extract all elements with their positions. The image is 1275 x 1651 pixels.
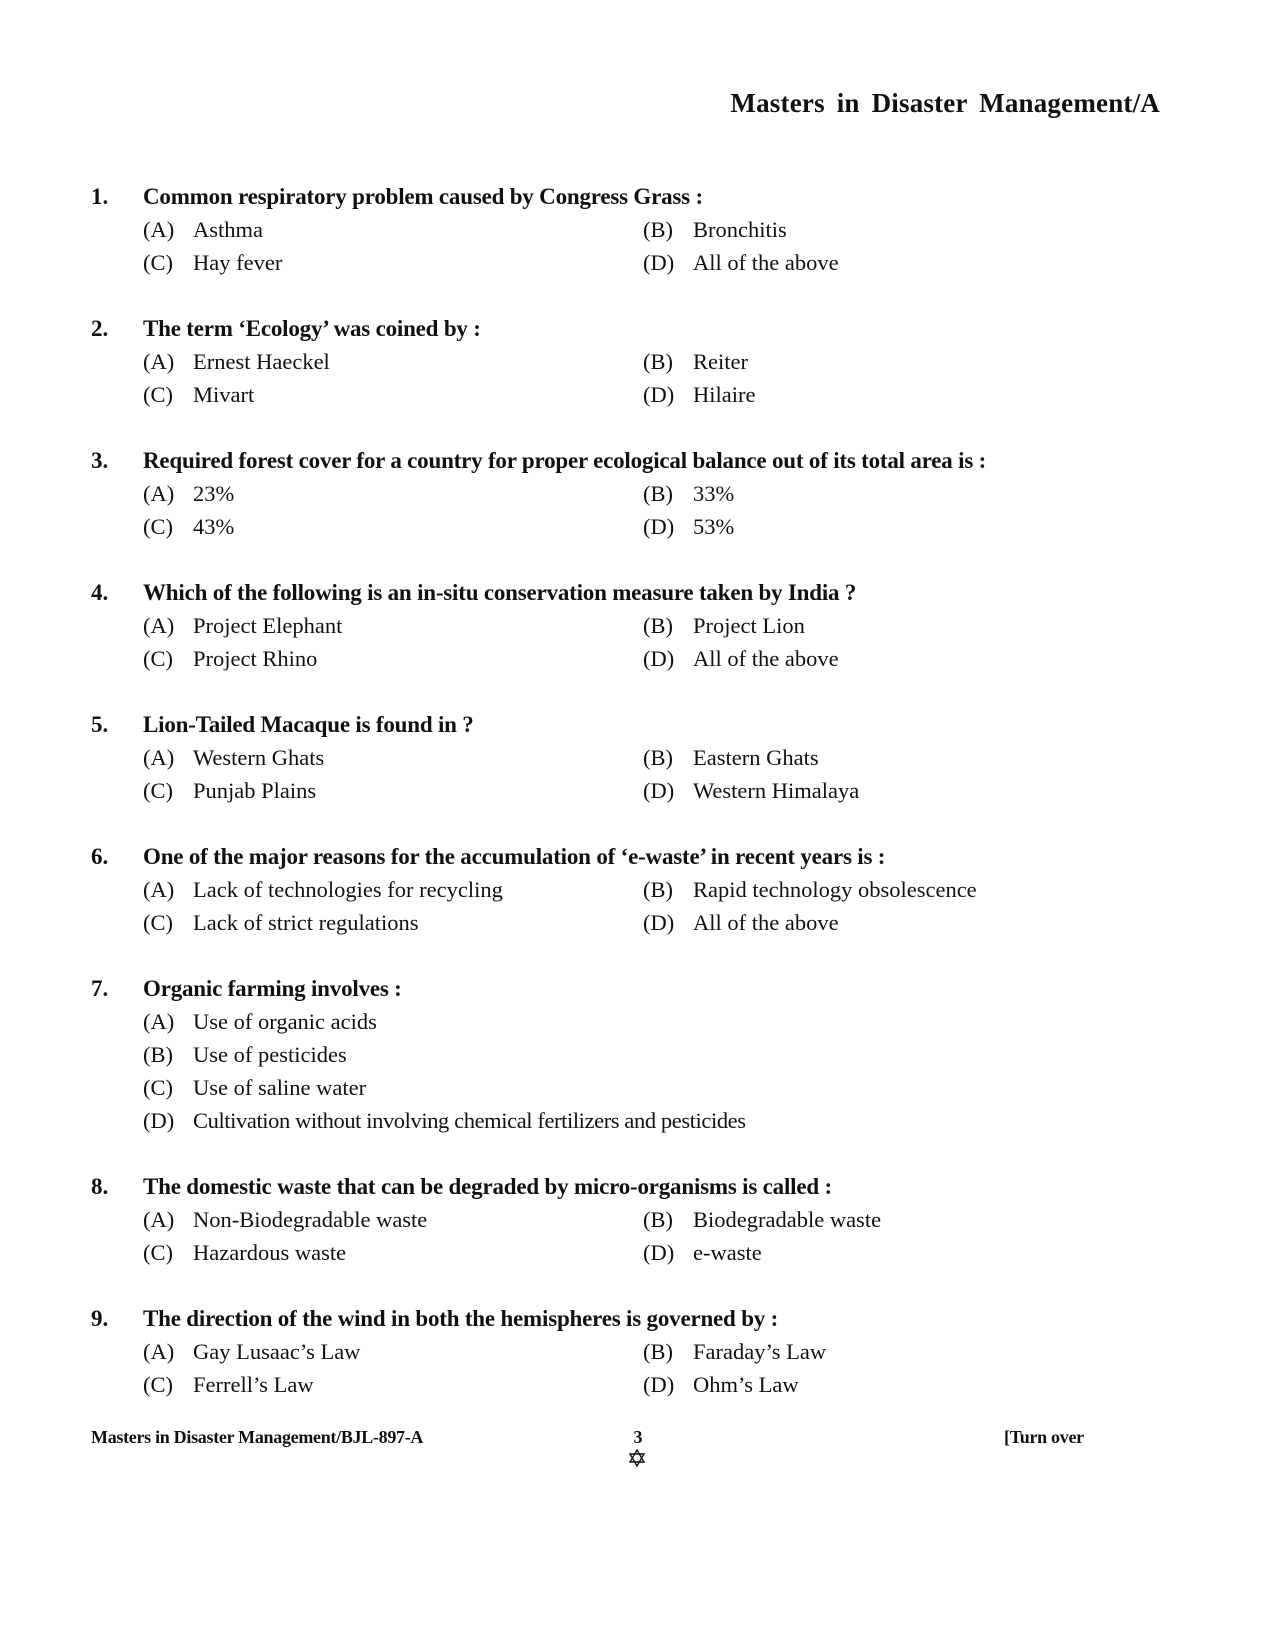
- option-b: [643, 1207, 881, 1233]
- option-letter: (B): [643, 349, 673, 374]
- option-b: [643, 745, 819, 771]
- option-d: [643, 646, 839, 672]
- option-text: Punjab Plains: [193, 778, 317, 803]
- question-text: Which of the following is an in-situ conservation measure taken by India ?: [143, 580, 857, 605]
- option-text: Use of organic acids: [193, 1009, 377, 1034]
- option-letter: (D): [643, 1240, 675, 1265]
- option-b: [143, 1042, 347, 1068]
- option-letter: (D): [643, 250, 675, 275]
- option-text: Project Elephant: [193, 613, 343, 638]
- question-text: One of the major reasons for the accumulation of ‘e-waste’ in recent years is :: [143, 844, 886, 869]
- option-text: Mivart: [193, 382, 255, 407]
- question-text: Required forest cover for a country for proper ecological balance out of its total area is :: [143, 448, 987, 473]
- option-c: [143, 778, 316, 804]
- question-text: The domestic waste that can be degraded by micro-organisms is called :: [143, 1174, 832, 1199]
- option-c: [143, 514, 234, 540]
- option-text: Non-Biodegradable waste: [193, 1207, 428, 1232]
- option-text: Lack of technologies for recycling: [193, 877, 503, 902]
- option-text: Cultivation without involving chemical fertilizers and pesticides: [193, 1108, 746, 1133]
- option-a: [143, 613, 342, 639]
- question-number: 1.: [91, 184, 109, 209]
- option-b: [643, 217, 787, 243]
- option-letter: (D): [643, 778, 675, 803]
- page-title: Masters in Disaster Management/A: [730, 88, 1160, 118]
- option-text: Rapid technology obsolescence: [693, 877, 977, 902]
- option-b: [643, 877, 977, 903]
- option-letter: (B): [643, 745, 673, 770]
- option-text: Bronchitis: [693, 217, 787, 242]
- option-b: [643, 349, 748, 375]
- option-letter: (D): [643, 382, 675, 407]
- option-text: Asthma: [193, 217, 263, 242]
- option-letter: (C): [143, 778, 173, 803]
- option-text: Use of saline water: [193, 1075, 367, 1100]
- option-text: Faraday’s Law: [693, 1339, 827, 1364]
- option-d: [643, 1372, 799, 1398]
- option-text: Project Rhino: [193, 646, 318, 671]
- option-text: Hay fever: [193, 250, 283, 275]
- option-letter: (B): [643, 217, 673, 242]
- option-letter: (A): [143, 613, 175, 638]
- option-b: [643, 481, 734, 507]
- option-text: All of the above: [693, 646, 839, 671]
- option-text: Biodegradable waste: [693, 1207, 882, 1232]
- option-letter: (C): [143, 1075, 173, 1100]
- option-a: [143, 217, 263, 243]
- paper-code: Masters in Disaster Management/BJL-897-A: [91, 1427, 424, 1447]
- option-text: 33%: [693, 481, 735, 506]
- option-c: [143, 1075, 366, 1101]
- option-letter: (D): [643, 910, 675, 935]
- option-letter: (C): [143, 646, 173, 671]
- question-number: 6.: [91, 844, 109, 869]
- option-letter: (A): [143, 877, 175, 902]
- option-c: [143, 250, 282, 276]
- option-text: Project Lion: [693, 613, 805, 638]
- option-text: Western Ghats: [193, 745, 325, 770]
- option-text: Gay Lusaac’s Law: [193, 1339, 361, 1364]
- question-text: The direction of the wind in both the hemispheres is governed by :: [143, 1306, 779, 1331]
- option-b: [643, 613, 805, 639]
- option-d: [643, 910, 839, 936]
- option-text: All of the above: [693, 910, 839, 935]
- option-c: [143, 382, 254, 408]
- option-text: Ernest Haeckel: [193, 349, 330, 374]
- option-letter: (C): [143, 250, 173, 275]
- option-d: [643, 1240, 762, 1266]
- option-b: [643, 1339, 826, 1365]
- option-a: [143, 877, 503, 903]
- option-text: Ferrell’s Law: [193, 1372, 314, 1397]
- option-letter: (A): [143, 349, 175, 374]
- option-letter: (B): [643, 1339, 673, 1364]
- option-letter: (D): [643, 1372, 675, 1397]
- turn-over-note: [Turn over: [1004, 1427, 1084, 1447]
- option-a: [143, 1207, 427, 1233]
- question-number: 2.: [91, 316, 109, 341]
- option-text: 53%: [693, 514, 735, 539]
- option-text: e-waste: [693, 1240, 762, 1265]
- question-text: Common respiratory problem caused by Congress Grass :: [143, 184, 703, 209]
- option-letter: (B): [143, 1042, 173, 1067]
- option-letter: (B): [643, 481, 673, 506]
- option-d: [143, 1108, 746, 1134]
- option-a: [143, 349, 330, 375]
- option-text: Use of pesticides: [193, 1042, 347, 1067]
- question-text: Lion-Tailed Macaque is found in ?: [143, 712, 474, 737]
- option-text: Eastern Ghats: [693, 745, 819, 770]
- option-text: Hilaire: [693, 382, 756, 407]
- option-text: 43%: [193, 514, 235, 539]
- option-letter: (C): [143, 1372, 173, 1397]
- question-number: 3.: [91, 448, 109, 473]
- option-letter: (B): [643, 877, 673, 902]
- option-d: [643, 778, 859, 804]
- option-text: Reiter: [693, 349, 748, 374]
- option-d: [643, 514, 734, 540]
- question-number: 7.: [91, 976, 109, 1001]
- option-letter: (D): [643, 514, 675, 539]
- option-c: [143, 1372, 314, 1398]
- option-letter: (A): [143, 217, 175, 242]
- option-letter: (D): [643, 646, 675, 671]
- option-d: [643, 382, 755, 408]
- option-letter: (A): [143, 481, 175, 506]
- question-number: 8.: [91, 1174, 109, 1199]
- option-a: [143, 1339, 360, 1365]
- option-letter: (C): [143, 382, 173, 407]
- option-text: Ohm’s Law: [693, 1372, 799, 1397]
- page-number: 3: [633, 1427, 643, 1447]
- question-number: 9.: [91, 1306, 109, 1331]
- option-letter: (A): [143, 1339, 175, 1364]
- option-letter: (B): [643, 613, 673, 638]
- option-letter: (C): [143, 910, 173, 935]
- option-letter: (C): [143, 1240, 173, 1265]
- option-letter: (A): [143, 745, 175, 770]
- option-letter: (A): [143, 1207, 175, 1232]
- question-number: 4.: [91, 580, 109, 605]
- option-text: Lack of strict regulations: [193, 910, 419, 935]
- option-letter: (A): [143, 1009, 175, 1034]
- option-c: [143, 910, 419, 936]
- option-text: Western Himalaya: [693, 778, 860, 803]
- star-of-david-icon: [625, 1449, 649, 1467]
- option-a: [143, 745, 324, 771]
- option-text: 23%: [193, 481, 235, 506]
- option-a: [143, 1009, 377, 1035]
- question-text: Organic farming involves :: [143, 976, 402, 1001]
- option-text: Hazardous waste: [193, 1240, 347, 1265]
- option-c: [143, 646, 317, 672]
- option-letter: (C): [143, 514, 173, 539]
- option-c: [143, 1240, 346, 1266]
- question-text: The term ‘Ecology’ was coined by :: [143, 316, 481, 341]
- option-letter: (D): [143, 1108, 175, 1133]
- option-letter: (B): [643, 1207, 673, 1232]
- option-text: All of the above: [693, 250, 839, 275]
- question-number: 5.: [91, 712, 109, 737]
- option-a: [143, 481, 234, 507]
- option-d: [643, 250, 839, 276]
